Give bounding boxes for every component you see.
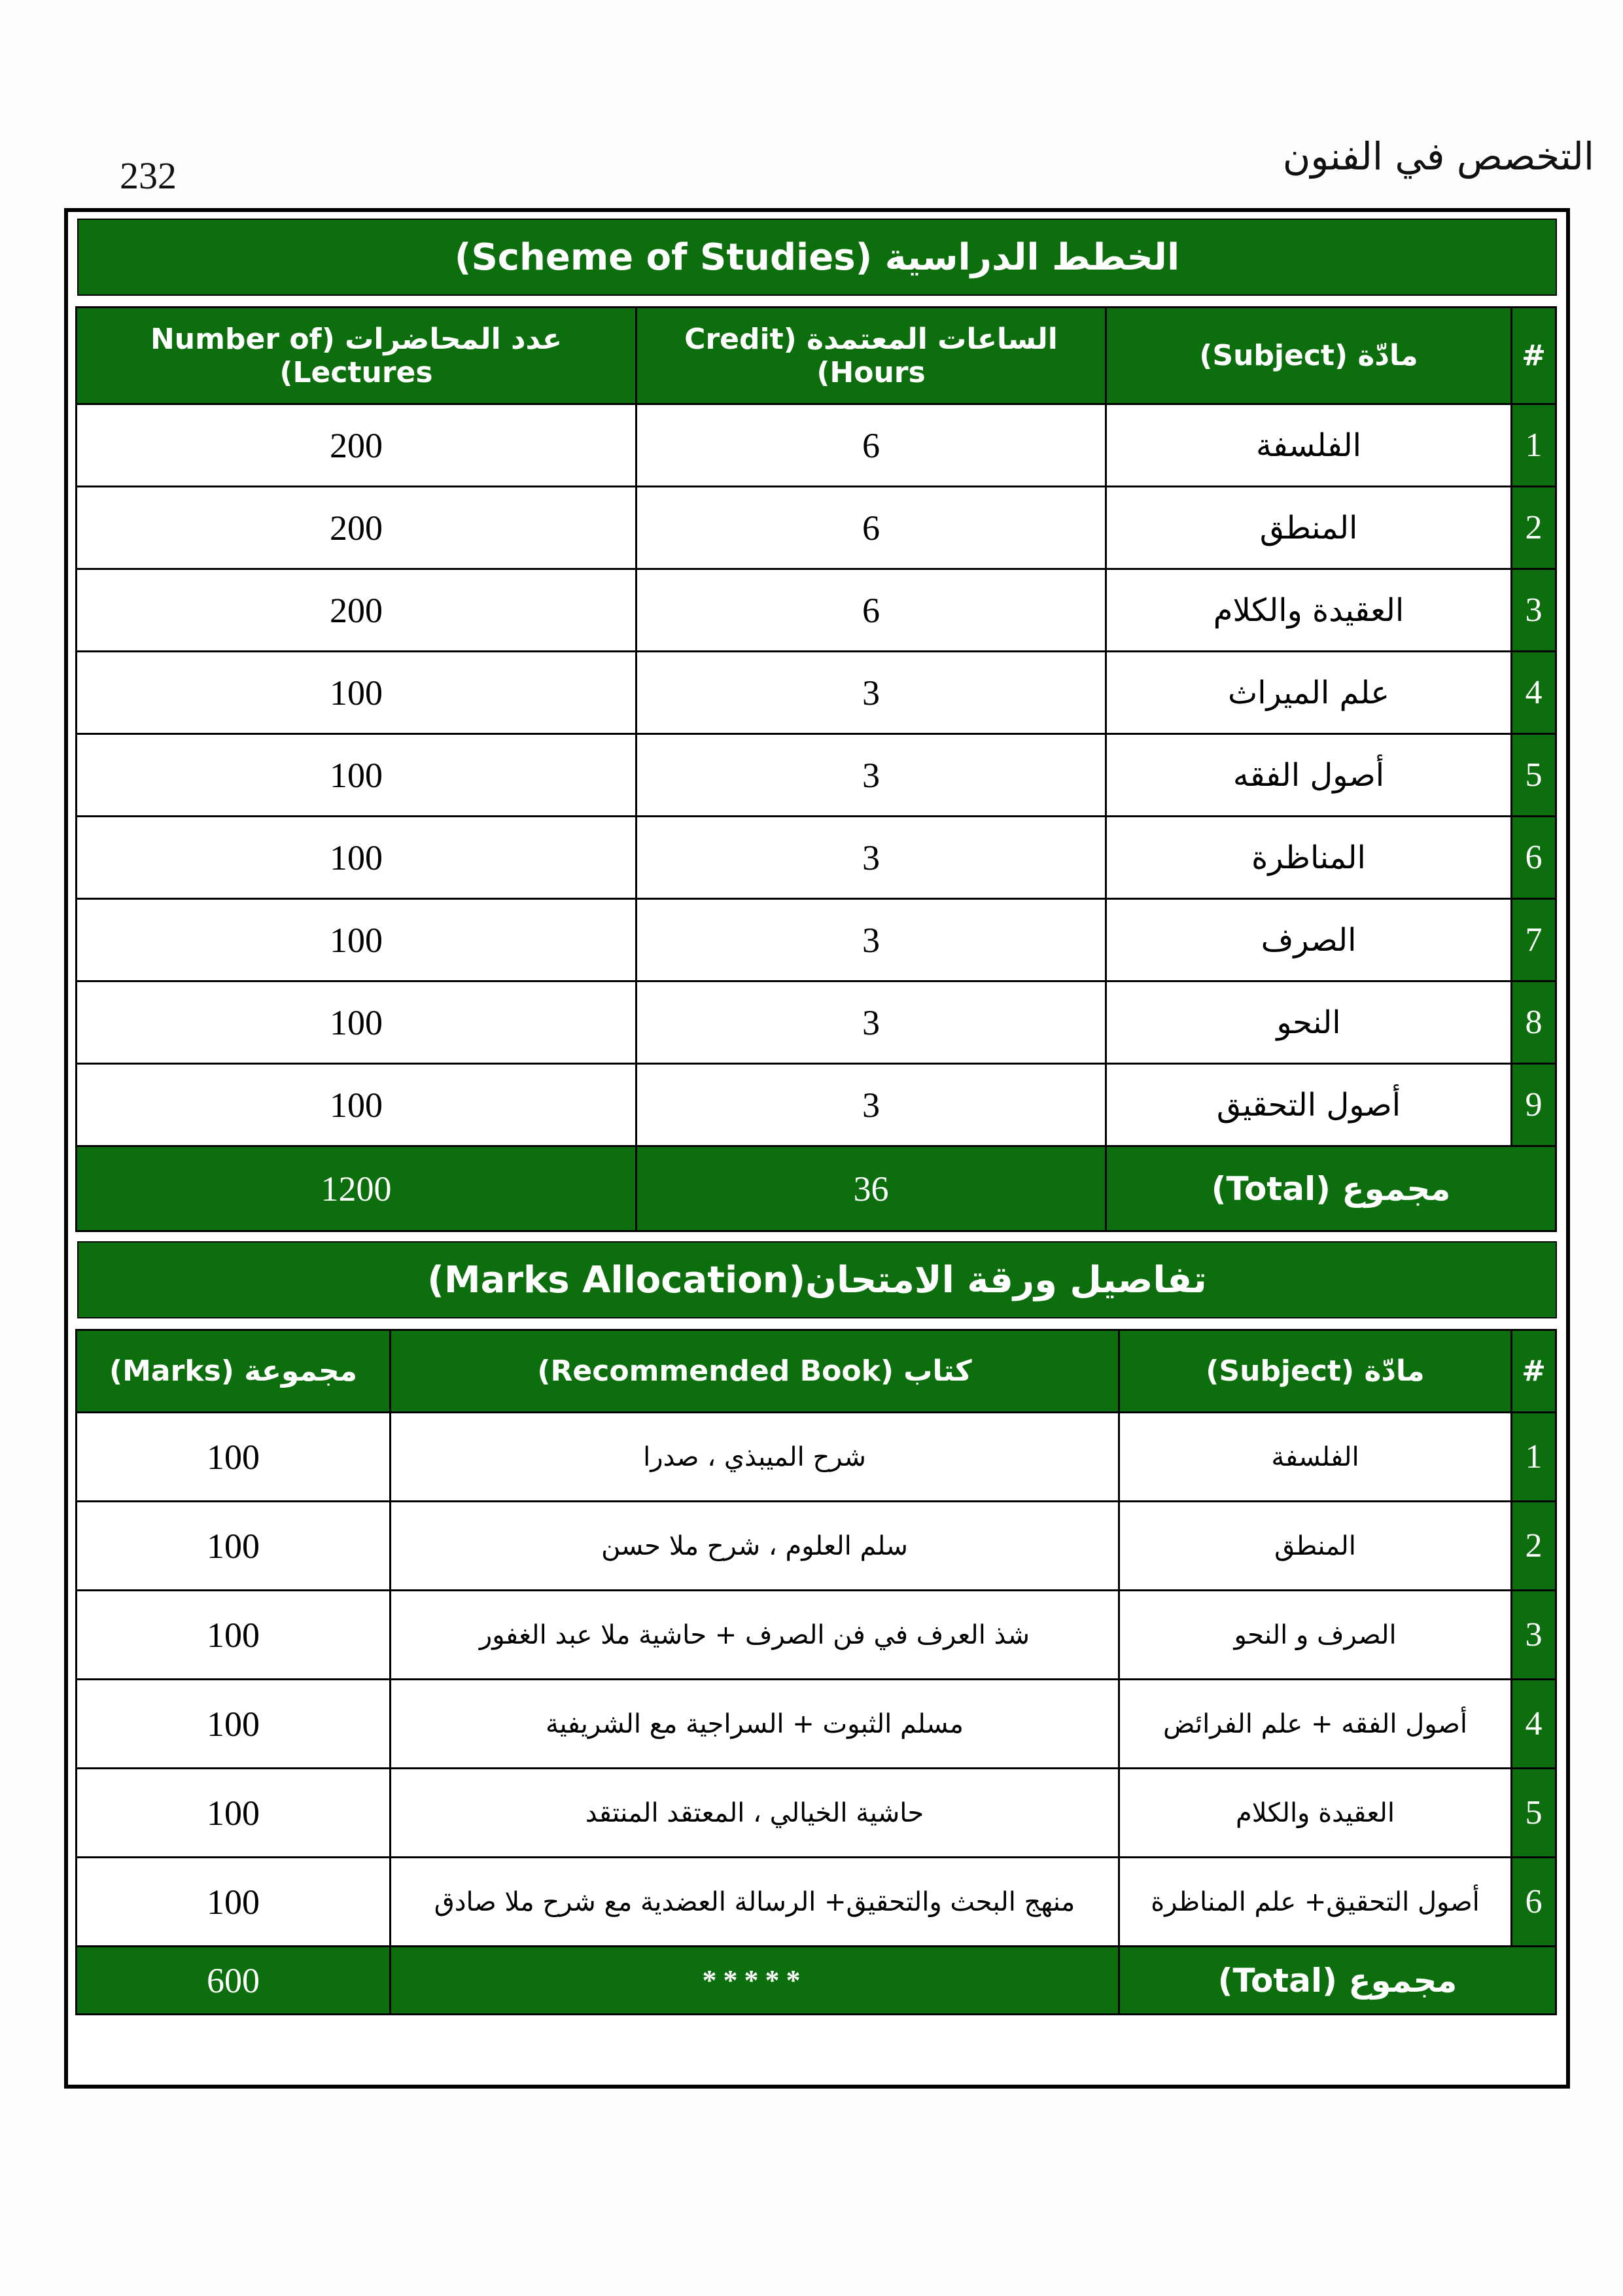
header-num: # (1512, 1330, 1556, 1413)
credit-hours-cell: 6 (637, 404, 1106, 487)
table-row (77, 404, 1556, 487)
book-cell: شرح الميبذي ، صدرا (391, 1413, 1119, 1502)
subject-cell: العقيدة والكلام (1119, 1769, 1512, 1858)
row-number: 3 (1512, 569, 1556, 652)
row-number: 3 (1512, 1591, 1556, 1680)
credit-hours-cell: 3 (637, 734, 1106, 817)
total-marks: 600 (77, 1947, 391, 2015)
row-number: 2 (1512, 1502, 1556, 1591)
table-row (77, 487, 1556, 569)
total-book-stars: ***** (391, 1947, 1119, 2015)
table-row (77, 817, 1556, 899)
book-cell: مسلم الثبوت + السراجية مع الشريفية (391, 1680, 1119, 1769)
credit-hours-cell: 3 (637, 652, 1106, 734)
total-lectures: 1200 (77, 1146, 637, 1231)
marks-cell: 100 (77, 1680, 391, 1769)
subject-cell: أصول الفقه + علم الفرائض (1119, 1680, 1512, 1769)
lectures-cell: 100 (77, 734, 637, 817)
total-label: مجموع (Total) (1119, 1947, 1556, 2015)
lectures-cell: 100 (77, 652, 637, 734)
table-row (77, 1502, 1556, 1591)
row-number: 1 (1512, 404, 1556, 487)
row-number: 8 (1512, 981, 1556, 1064)
credit-hours-cell: 6 (637, 487, 1106, 569)
lectures-cell: 200 (77, 404, 637, 487)
total-label: مجموع (Total) (1106, 1146, 1556, 1231)
subject-cell: الصرف و النحو (1119, 1591, 1512, 1680)
subject-cell: أصول الفقه (1106, 734, 1512, 817)
subject-cell: الفلسفة (1119, 1413, 1512, 1502)
lectures-cell: 100 (77, 981, 637, 1064)
table-row (77, 569, 1556, 652)
book-cell: حاشية الخيالي ، المعتقد المنتقد (391, 1769, 1119, 1858)
header-subject: مادّة (Subject) (1119, 1330, 1512, 1413)
subject-cell: المناظرة (1106, 817, 1512, 899)
row-number: 4 (1512, 1680, 1556, 1769)
scheme-of-studies-banner: الخطط الدراسية (Scheme of Studies) (77, 219, 1557, 296)
subject-cell: المنطق (1106, 487, 1512, 569)
table-row (77, 734, 1556, 817)
row-number: 6 (1512, 817, 1556, 899)
row-number: 5 (1512, 734, 1556, 817)
table-row (77, 1769, 1556, 1858)
marks-allocation-table (75, 1329, 1557, 2015)
credit-hours-cell: 3 (637, 899, 1106, 981)
total-credit-hours: 36 (637, 1146, 1106, 1231)
lectures-cell: 100 (77, 817, 637, 899)
total-row (77, 1146, 1556, 1231)
subject-cell: الصرف (1106, 899, 1512, 981)
book-cell: شذ العرف في فن الصرف + حاشية ملا عبد الغفور (391, 1591, 1119, 1680)
row-number: 4 (1512, 652, 1556, 734)
header-marks: مجموعة (Marks) (77, 1330, 391, 1413)
header-row (77, 1330, 1556, 1413)
subject-cell: الفلسفة (1106, 404, 1512, 487)
table-row (77, 1591, 1556, 1680)
marks-cell: 100 (77, 1502, 391, 1591)
page-number: 232 (120, 154, 177, 197)
row-number: 9 (1512, 1064, 1556, 1146)
header-credit-hours: الساعات المعتمدة (Credit Hours) (637, 308, 1106, 404)
book-cell: منهج البحث والتحقيق+ الرسالة العضدية مع شرح ملا صادق (391, 1858, 1119, 1947)
credit-hours-cell: 3 (637, 981, 1106, 1064)
book-cell: سلم العلوم ، شرح ملا حسن (391, 1502, 1119, 1591)
content-frame (64, 208, 1570, 2089)
header-row (77, 308, 1556, 404)
table-header (77, 1330, 1556, 1413)
subject-cell: النحو (1106, 981, 1512, 1064)
table-header (77, 308, 1556, 404)
row-number: 7 (1512, 899, 1556, 981)
lectures-cell: 100 (77, 1064, 637, 1146)
table-row (77, 652, 1556, 734)
subject-cell: العقيدة والكلام (1106, 569, 1512, 652)
row-number: 6 (1512, 1858, 1556, 1947)
page-title: التخصص في الفنون (1282, 134, 1594, 179)
table-row (77, 1064, 1556, 1146)
lectures-cell: 200 (77, 487, 637, 569)
row-number: 2 (1512, 487, 1556, 569)
marks-cell: 100 (77, 1413, 391, 1502)
credit-hours-cell: 3 (637, 1064, 1106, 1146)
table-row (77, 899, 1556, 981)
marks-cell: 100 (77, 1591, 391, 1680)
lectures-cell: 100 (77, 899, 637, 981)
credit-hours-cell: 3 (637, 817, 1106, 899)
table-row (77, 1680, 1556, 1769)
header-lectures: عدد المحاضرات (Number of Lectures) (77, 308, 637, 404)
credit-hours-cell: 6 (637, 569, 1106, 652)
header-book: كتاب (Recommended Book) (391, 1330, 1119, 1413)
row-number: 1 (1512, 1413, 1556, 1502)
marks-allocation-banner: تفاصيل ورقة الامتحان(Marks Allocation) (77, 1241, 1557, 1318)
subject-cell: علم الميراث (1106, 652, 1512, 734)
lectures-cell: 200 (77, 569, 637, 652)
scheme-of-studies-table (75, 306, 1557, 1232)
subject-cell: أصول التحقيق (1106, 1064, 1512, 1146)
total-row (77, 1947, 1556, 2015)
subject-cell: أصول التحقيق+ علم المناظرة (1119, 1858, 1512, 1947)
table-row (77, 1413, 1556, 1502)
table-row (77, 981, 1556, 1064)
subject-cell: المنطق (1119, 1502, 1512, 1591)
row-number: 5 (1512, 1769, 1556, 1858)
marks-cell: 100 (77, 1858, 391, 1947)
marks-cell: 100 (77, 1769, 391, 1858)
table-row (77, 1858, 1556, 1947)
header-num: # (1512, 308, 1556, 404)
header-subject: مادّة (Subject) (1106, 308, 1512, 404)
